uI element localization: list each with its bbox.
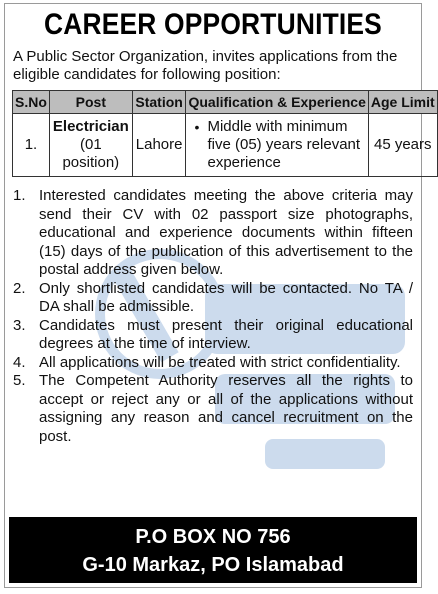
term-number: 3. (13, 316, 26, 334)
list-item (13, 187, 413, 280)
column-header-station: Station (132, 91, 186, 114)
address-line: G-10 Markaz, PO Islamabad (82, 554, 344, 576)
page-title: CAREER OPPORTUNITIES (44, 8, 382, 41)
post-positions: (01 position) (62, 136, 120, 171)
list-item: • Middle with minimum five (05) years relevant experience (207, 118, 364, 172)
term-text: Only shortlisted candidates will be contacted. No TA / DA shall be admissible. (39, 279, 413, 315)
list-item (13, 372, 413, 446)
cell-post (49, 114, 132, 177)
term-number: 2. (13, 279, 26, 297)
term-text: Interested candidates meeting the above criteria may send their CV with 02 passport size photographs, educational and experience documents within fifteen (15) days of the publication of this advertisement to the postal address given below. (39, 187, 413, 278)
term-text: The Competent Authority reserves all the rights to accept or reject any or all of the applications without assigning any reason and cancel recruitment on the post. (39, 372, 413, 445)
post-title: Electrician (52, 118, 129, 135)
table-header-row (13, 91, 438, 114)
term-text: All applications will be treated with strict confidentiality. (39, 353, 401, 371)
positions-table (12, 90, 438, 177)
table-row (13, 114, 438, 177)
qualification-list (189, 118, 364, 172)
po-box: P.O BOX NO 756 (135, 526, 291, 548)
cell-age-limit: 45 years (368, 114, 437, 177)
term-text: Candidates must present their original educational degrees at the time of interview. (39, 316, 413, 352)
address-footer (9, 517, 417, 583)
term-number: 5. (13, 372, 26, 389)
column-header-post: Post (49, 91, 132, 114)
terms-list (13, 187, 413, 446)
list-item (13, 280, 413, 317)
column-header-qualification: Qualification & Experience (186, 91, 368, 114)
column-header-age-limit: Age Limit (368, 91, 437, 114)
job-advertisement (4, 3, 435, 588)
cell-sno: 1. (13, 114, 50, 177)
term-number: 1. (13, 187, 26, 204)
cell-qualification (186, 114, 368, 177)
list-item (13, 317, 413, 354)
cell-station: Lahore (132, 114, 186, 177)
term-number: 4. (13, 353, 26, 371)
column-header-sno: S.No (13, 91, 50, 114)
list-item (13, 354, 413, 373)
intro-text: A Public Sector Organization, invites applications from the eligible candidates for following position: (13, 48, 398, 83)
